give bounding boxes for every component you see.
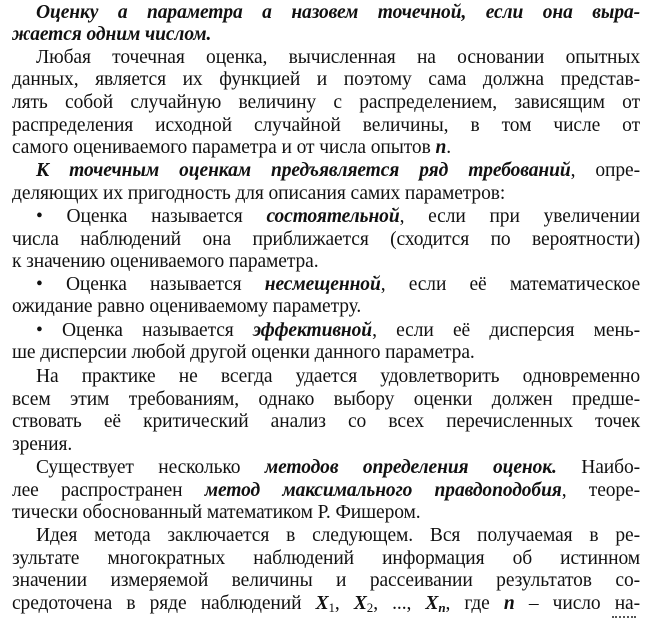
variable-n: n bbox=[503, 593, 515, 614]
text-span: – число на- bbox=[514, 593, 640, 614]
paragraph-3-line-2: деляющих их пригодность для описания самих параметров: bbox=[12, 183, 506, 204]
text-span: , опре- bbox=[570, 160, 640, 181]
subscript: 2 bbox=[366, 600, 374, 615]
paragraph-2-line-3: лять собой случайную величину с распределением, зависящим от bbox=[12, 92, 640, 113]
text-span: • Оценка называется bbox=[36, 320, 253, 341]
term-consistent: состоятельной bbox=[266, 206, 400, 227]
param-symbol: а bbox=[262, 2, 272, 23]
text-span: , если при увеличении bbox=[399, 206, 641, 227]
text-span: Наибо- bbox=[556, 457, 640, 478]
paragraph-6-line-4 bbox=[12, 593, 640, 615]
paragraph-3-line-1 bbox=[36, 160, 640, 182]
paragraph-4-line-1: На практике не всегда удается удовлетворить одновременно bbox=[36, 366, 640, 387]
paragraph-4-line-4: зрения. bbox=[12, 434, 73, 455]
paragraph-2-line-4: распределения исходной случайной величины, в том числе от bbox=[12, 115, 640, 136]
bullet-2-line-1 bbox=[36, 274, 640, 296]
param-symbol: а bbox=[117, 2, 128, 23]
text-span: • Оценка называется bbox=[36, 206, 267, 227]
symbol-x1: X bbox=[315, 593, 329, 614]
paragraph-5-line-3: тически обоснованный математиком Р. Фишером. bbox=[12, 502, 421, 523]
symbol-xn: X bbox=[425, 593, 439, 614]
text-span: . bbox=[446, 137, 451, 158]
paragraph-2-line-1: Любая точечная оценка, вычисленная на основании опытных bbox=[36, 47, 640, 68]
definition-line-2: жается одним числом. bbox=[12, 24, 212, 45]
text-span: лее распространен bbox=[12, 480, 205, 501]
text-span: назовем точечной, если она выра- bbox=[271, 2, 641, 23]
text-span: , ..., bbox=[373, 593, 426, 614]
text-span: • Оценка называется bbox=[36, 274, 265, 295]
text-span: , bbox=[334, 593, 354, 614]
symbol-x2: X bbox=[353, 593, 367, 614]
paragraph-6-line-3: значении измеряемой величины и рассеивании результатов со- bbox=[12, 570, 640, 591]
text-span: , теоре- bbox=[561, 480, 641, 501]
text-span: Оценку bbox=[36, 2, 118, 23]
text-span: , если её математическое bbox=[380, 274, 640, 295]
text-span: средоточена в ряде наблюдений bbox=[12, 593, 316, 614]
term-max-likelihood: метод максимального правдоподобия bbox=[204, 480, 562, 501]
term-estimation-methods: методов определения оценок. bbox=[264, 457, 557, 478]
paragraph-6-line-1: Идея метода заключается в следующем. Вся получаемая в ре- bbox=[36, 525, 640, 546]
bullet-2-line-2: ожидание равно оцениваемому параметру. bbox=[12, 296, 362, 317]
paragraph-6-line-2: зультате многократных наблюдений информация об истинном bbox=[12, 548, 640, 569]
bullet-3-line-2: ше дисперсии любой другой оценки данного параметра. bbox=[12, 342, 475, 363]
text-span: самого оцениваемого параметра и от числа опытов bbox=[12, 137, 436, 158]
subscript: 1 bbox=[328, 600, 335, 615]
paragraph-4-line-2: всем этим требованиям, однако выбору оценки должен предше- bbox=[12, 389, 640, 410]
text-span: параметра bbox=[127, 2, 263, 23]
definition-line-1 bbox=[36, 2, 640, 24]
bullet-3-line-1 bbox=[36, 320, 640, 342]
bullet-1-line-3: к значению оцениваемого параметра. bbox=[12, 251, 319, 272]
bullet-1-line-2: числа наблюдений она приближается (сходится по вероятности) bbox=[12, 229, 640, 250]
text-span: , где bbox=[445, 593, 504, 614]
emphasis-text: К точечным оценкам предъявляется ряд требований bbox=[36, 160, 571, 181]
cutoff-text-fragment bbox=[612, 616, 636, 622]
subscript: n bbox=[438, 600, 446, 615]
paragraph-5-line-2 bbox=[12, 480, 640, 502]
paragraph-5-line-1 bbox=[36, 457, 640, 479]
paragraph-4-line-3: ствовать её критический анализ со всех перечисленных точек bbox=[12, 411, 640, 432]
term-efficient: эффективной bbox=[252, 320, 373, 341]
term-unbiased: несмещенной bbox=[264, 274, 381, 295]
text-span: Существует несколько bbox=[36, 457, 265, 478]
paragraph-2-line-2: данных, является их функцией и поэтому сама должна представ- bbox=[12, 69, 640, 90]
bullet-1-line-1 bbox=[36, 206, 640, 228]
variable-n: n bbox=[435, 137, 447, 158]
paragraph-2-line-5 bbox=[12, 137, 640, 159]
text-span: , если её дисперсия мень- bbox=[372, 320, 640, 341]
